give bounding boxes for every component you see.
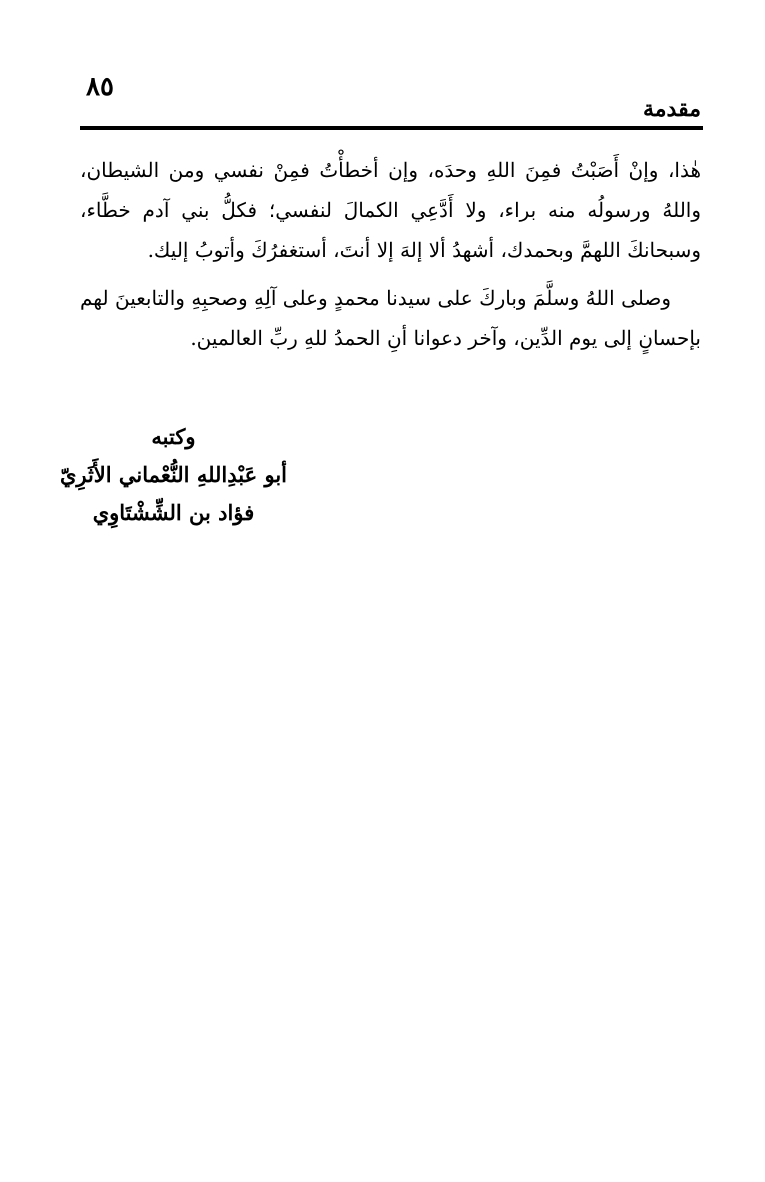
header-divider: [80, 126, 703, 130]
running-head: مقدمة: [642, 96, 701, 122]
paragraph-closing-remarks: هٰذا، وإنْ أَصَبْتُ فمِنَ اللهِ وحدَه، وإن أخطأْتُ فمِنْ نفسي ومن الشيطان، واللهُ ورسولُه منه براء، ولا أَدَّعِي الكمالَ لنفسي؛ فكلُّ بني آدم خطَّاء، وسبحانكَ اللهمَّ وبحمدك، أشهدُ ألا إلهَ إلا أنتَ، أستغفرُكَ وأتوبُ إليك.: [80, 158, 701, 262]
signature-intro: وكتبه: [151, 424, 196, 449]
author-name: فؤاد بن الشِّشْتَاوِي: [92, 500, 255, 525]
author-kunya: أبو عَبْدِاللهِ النُّعْماني الأَثَرِيّ: [59, 462, 287, 487]
paragraph-blessings: وصلى اللهُ وسلَّمَ وباركَ على سيدنا محمدٍ وعلى آلِهِ وصحبِهِ والتابعينَ لهم بإحسانٍ إلى يوم الدِّين، وآخر دعوانا أنِ الحمدُ للهِ ربِّ العالمين.: [80, 286, 701, 350]
signature-block: [60, 418, 287, 532]
page-number: ٨٥: [86, 72, 114, 102]
body-text: [80, 150, 701, 358]
